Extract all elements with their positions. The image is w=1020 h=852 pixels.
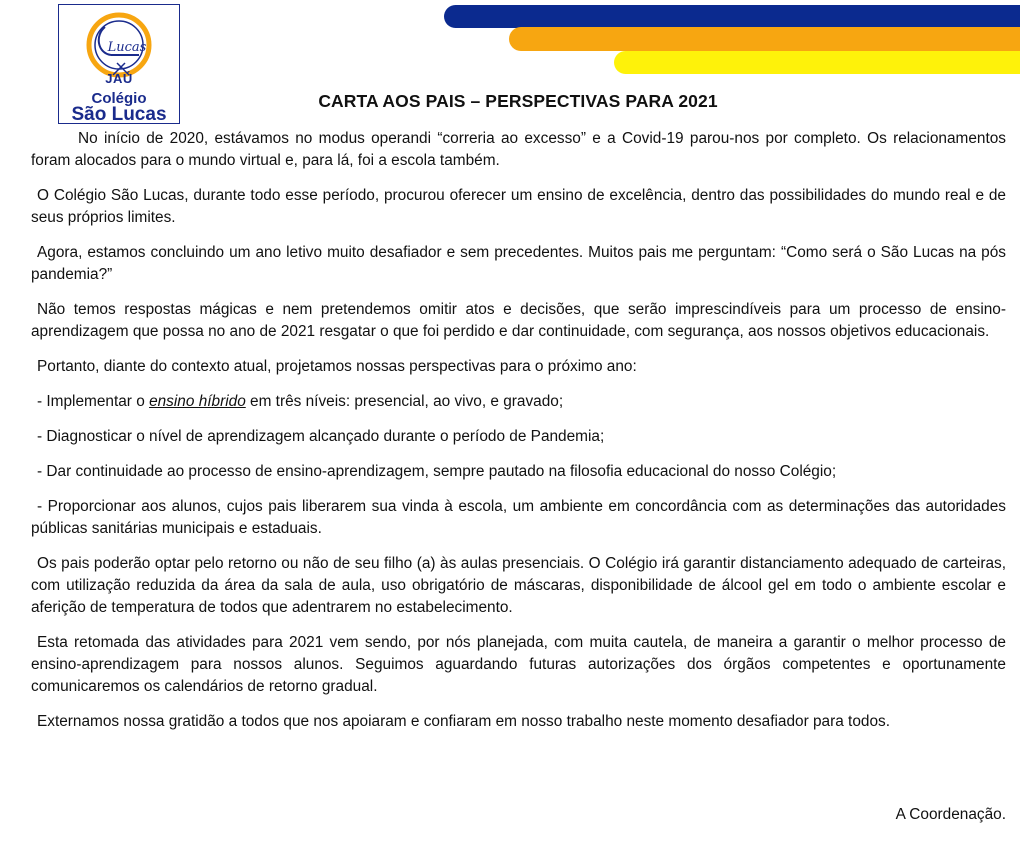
letter-body (31, 128, 1006, 746)
paragraph-4: Não temos respostas mágicas e nem pretendemos omitir atos e decisões, que serão imprescindíveis para um processo de ensino-aprendizagem que possa no ano de 2021 resgatar o que foi perdido e dar continuidade, com segurança, aos nossos objetivos educacionais. (31, 301, 1006, 340)
logo-script-text: Lucas (107, 40, 147, 55)
blue-stripe (444, 5, 1020, 28)
paragraph-8: Externamos nossa gratidão a todos que nos apoiaram e confiaram em nosso trabalho neste momento desafiador para todos. (37, 713, 890, 730)
list-item: - Dar continuidade ao processo de ensino-aprendizagem, sempre pautado na filosofia educacional do nosso Colégio; (37, 463, 837, 480)
yellow-stripe (614, 51, 1020, 74)
list-item-suffix: em três níveis: presencial, ao vivo, e gravado; (245, 393, 564, 410)
paragraph-3: Agora, estamos concluindo um ano letivo muito desafiador e sem precedentes. Muitos pais me perguntam: “Como será o São Lucas na pós pandemia?” (31, 244, 1006, 283)
signature: A Coordenação. (895, 806, 1006, 823)
logo-line-1: Colégio (91, 90, 147, 107)
list-item: - Diagnosticar o nível de aprendizagem alcançado durante o período de Pandemia; (37, 428, 605, 445)
paragraph-2: O Colégio São Lucas, durante todo esse período, procurou oferecer um ensino de excelência, dentro das possibilidades do mundo real e de seus próprios limites. (31, 187, 1006, 226)
orange-stripe (509, 27, 1020, 51)
logo-city: JAÚ (105, 71, 133, 86)
paragraph-7: Esta retomada das atividades para 2021 vem sendo, por nós planejada, com muita cautela, de maneira a garantir o melhor processo de ensino-aprendizagem para nossos alunos. Seguimos aguardando futuras autorizações dos órgãos competentes e oportunamente comunicaremos os calendários de retorno gradual. (31, 634, 1006, 695)
paragraph-6: Os pais poderão optar pelo retorno ou não de seu filho (a) às aulas presenciais. O Colégio irá garantir distanciamento adequado de carteiras, com utilização reduzida da área da sala de aula, uso obrigatório de máscaras, disponibilidade de álcool gel em todo o ambiente escolar e aferição de temperatura de todos que adentrarem no estabelecimento. (31, 555, 1006, 616)
list-item: - Proporcionar aos alunos, cujos pais liberarem sua vinda à escola, um ambiente em concordância com as determinações das autoridades públicas sanitárias municipais e estaduais. (31, 498, 1006, 537)
letter-title: CARTA AOS PAIS – PERSPECTIVAS PARA 2021 (318, 91, 718, 111)
list-item-prefix: - Implementar o (37, 393, 150, 410)
paragraph-5: Portanto, diante do contexto atual, projetamos nossas perspectivas para o próximo ano: (37, 358, 637, 375)
list-item (31, 391, 1006, 413)
list-item-emphasis: ensino híbrido (149, 393, 246, 410)
logo-line-2: São Lucas (71, 104, 167, 125)
paragraph-1: No início de 2020, estávamos no modus operandi “correria ao excesso” e a Covid-19 parou-nos por completo. Os relacionamentos foram alocados para o mundo virtual e, para lá, foi a escola também. (31, 130, 1006, 169)
